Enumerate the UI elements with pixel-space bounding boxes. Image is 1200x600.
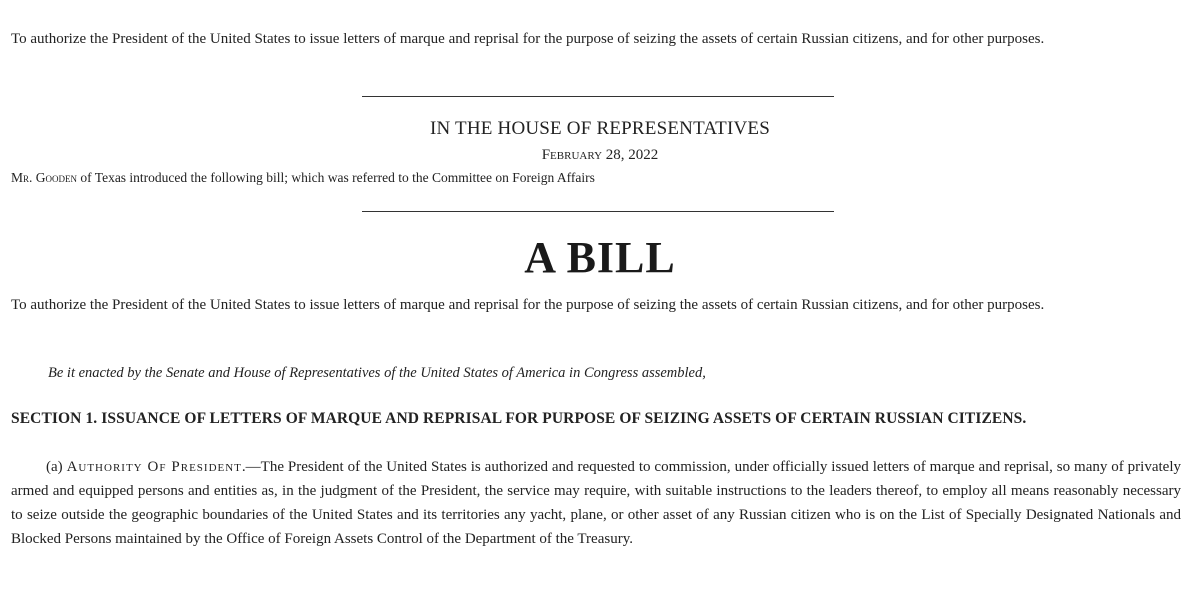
divider-middle [362, 211, 834, 212]
chamber-heading: IN THE HOUSE OF REPRESENTATIVES [429, 118, 770, 139]
sponsor-name: Mr. Gooden [11, 170, 78, 185]
bill-title: A BILL [524, 233, 676, 282]
introduction-date: February 28, 2022 [541, 147, 659, 163]
purpose-header: To authorize the President of the United States to issue letters of marque and reprisal for the purpose of seizing the assets of certain Russian citizens, and for other purposes. [11, 31, 1045, 47]
subsection-a-text: .—The President of the United States is authorized and requested to commission, under officially issued letters of marque and reprisal, so many of privately armed and equipped persons and entities as, in the judgment of the President, the service may require, with suitable instructions to the leaders thereof, to employ all means reasonably necessary to seize outside the geographic boundaries of the United States and its territories any yacht, plane, or other asset of any Russian citizen who is on the List of Specially Designated Nationals and Blocked Persons maintained by the Office of Foreign Assets Control of the Department of the Treasury. [11, 459, 1181, 547]
introduction-text: of Texas introduced the following bill; which was referred to the Committee on Foreign Affairs [77, 170, 595, 185]
bill-purpose: To authorize the President of the United States to issue letters of marque and reprisal for the purpose of seizing the assets of certain Russian citizens, and for other purposes. [11, 297, 1045, 313]
subsection-a-heading: Authority Of President [66, 459, 242, 475]
section-heading: SECTION 1. ISSUANCE OF LETTERS OF MARQUE AND REPRISAL FOR PURPOSE OF SEIZING ASSETS OF CERTAIN RUSSIAN CITIZENS. [11, 410, 1027, 427]
divider-top [362, 96, 834, 97]
subsection-a [11, 455, 1181, 551]
subsection-a-label: (a) [46, 459, 67, 475]
introduction-statement [11, 170, 595, 186]
enacting-clause: Be it enacted by the Senate and House of Representatives of the United States of America in Congress assembled, [48, 365, 706, 381]
